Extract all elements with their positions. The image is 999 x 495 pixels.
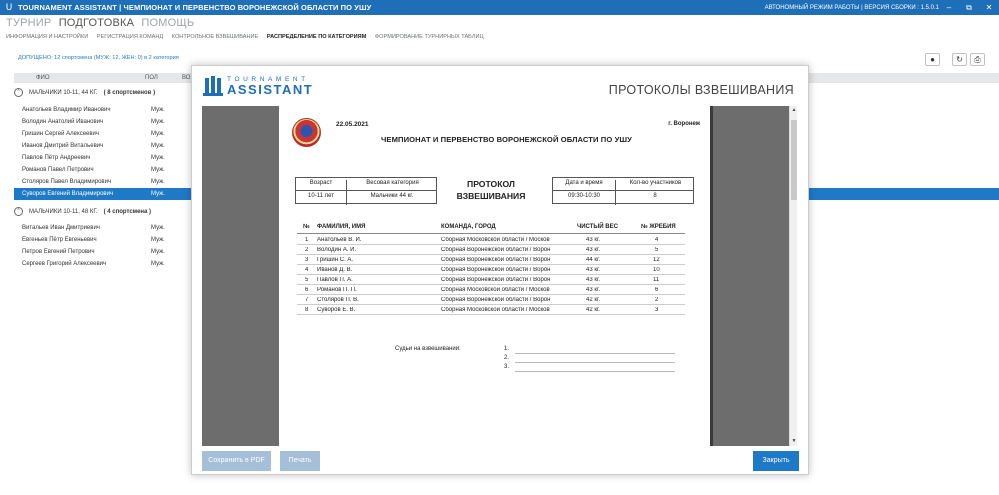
logo-text-bottom: ASSISTANT (227, 82, 314, 97)
document-preview[interactable] (202, 106, 797, 446)
group-count: ( 8 спортсменов ) (103, 89, 156, 96)
subnav-weighing[interactable]: КОНТРОЛЬНОЕ ВЗВЕШИВАНИЕ (171, 34, 259, 40)
table-row: 1 Анатольев В. И. Сборная Московской области / Москов 43 кг. 4 (297, 236, 685, 245)
table-row: 5 Павлов П. А. Сборная Воронежской области / Ворон 43 кг. 11 (297, 276, 685, 285)
app-logo-icon: ᑌ (5, 2, 13, 12)
championship-title: ЧЕМПИОНАТ И ПЕРВЕНСТВО ВОРОНЕЖСКОЙ ОБЛАСТИ ПО УШУ (381, 135, 632, 144)
maximize-icon[interactable]: ⧉ (966, 2, 972, 12)
col-weight: ВО (182, 74, 191, 81)
dialog-title: ПРОТОКОЛЫ ВЗВЕШИВАНИЯ (608, 83, 794, 97)
minimize-icon[interactable]: – (946, 3, 952, 12)
list-item[interactable]: Сергеев Григорий Алексеевич Муж. (22, 260, 165, 267)
title-bar (0, 0, 999, 15)
schedule-box: Дата и время Кол-во участников 09:30-10:30 8 (552, 177, 694, 204)
collapse-icon[interactable]: ⌃ (14, 88, 23, 97)
protocol-page: 22.05.2021 г. Воронеж ЧЕМПИОНАТ И ПЕРВЕНСТВО ВОРОНЕЖСКОЙ ОБЛАСТИ ПО УШУ Возраст Весовая категория 10-11 лет Мальчики 44 кг. ПРОТОКОЛ ВЗВЕШИВАНИЯ Дата и время Кол-во участников 09:30-10:30 8 № ФАМИЛИЯ, ИМЯ КОМАНДА, ГОРОД ЧИСТЫЙ ВЕС № ЖРЕБИЯ 1 Анатольев В. И. Сборная Московской области / Москов 43 кг. 4 2 Володин А. И. Сборная Воронежской области / Ворон 43 кг. 5 3 Гришин С. А. Сборная Воронежской области / Ворон 44 кг. 12 4 Иванов Д. В. Сборная Воронежской области / Ворон 43 кг. 10 5 Павлов П. А. Сборная Воронежской области / Ворон 43 кг. 11 6 Романов П. П. Сборная Московской области / Москов 43 кг. 6 7 Столяров П. В. Сборная Воронежской области / Ворон 42 кг. 2 8 Суворов Е. В. Сборная Московской области / Москов 42 кг. 3 Судьи на взвешивании: 1. 2. 3. (279, 106, 713, 446)
print-protocol-button[interactable]: Печать (280, 451, 320, 471)
group-title: МАЛЬЧИКИ 10-11, 48 КГ. (29, 208, 98, 215)
window-title: TOURNAMENT ASSISTANT | ЧЕМПИОНАТ И ПЕРВЕНСТВО ВОРОНЕЖСКОЙ ОБЛАСТИ ПО УШУ (18, 3, 372, 12)
list-item[interactable]: Столяров Павел Владимирович Муж. (22, 178, 165, 185)
protocol-date: 22.05.2021 (336, 121, 369, 128)
save-pdf-button[interactable]: Сохранить в PDF (202, 451, 271, 471)
table-row: 4 Иванов Д. В. Сборная Воронежской области / Ворон 43 кг. 10 (297, 266, 685, 275)
close-window-icon[interactable]: ✕ (985, 3, 993, 12)
group-header[interactable] (14, 86, 155, 99)
col-name: ФИО (36, 74, 50, 81)
gear-icon: ● (930, 55, 935, 64)
list-item[interactable]: Иванов Дмитрий Витальевич Муж. (22, 142, 165, 149)
subnav-tables[interactable]: ФОРМИРОВАНИЕ ТУРНИРНЫХ ТАБЛИЦ (374, 34, 484, 40)
col-gender: ПОЛ (145, 74, 158, 81)
table-row: 3 Гришин С. А. Сборная Воронежской области / Ворон 44 кг. 12 (297, 256, 685, 265)
logo-text-top: TOURNAMENT (227, 76, 309, 83)
list-item[interactable]: Петров Евгений Петрович Муж. (22, 248, 165, 255)
refresh-button[interactable] (952, 53, 967, 66)
list-item-selected[interactable]: Суворов Евгений Владимирович Муж. (14, 188, 999, 200)
refresh-icon: ↻ (956, 55, 963, 64)
list-item[interactable]: Витальев Иван Дмитриевич Муж. (22, 224, 165, 231)
subnav-registration[interactable]: РЕГИСТРАЦИЯ КОМАНД (96, 34, 164, 40)
list-item[interactable]: Володин Анатолий Иванович Муж. (22, 118, 165, 125)
group-count: ( 4 спортсмена ) (103, 208, 152, 215)
trophy-icon (202, 76, 224, 96)
protocol-city: г. Воронеж (668, 121, 700, 127)
build-status: АВТОНОМНЫЙ РЕЖИМ РАБОТЫ | ВЕРСИЯ СБОРКИ : 1.5.0.1 (764, 4, 939, 11)
scroll-down-icon[interactable]: ▼ (791, 438, 797, 444)
menu-tournament[interactable]: ТУРНИР (6, 17, 52, 29)
list-item[interactable]: Гришин Сергей Алексеевич Муж. (22, 130, 165, 137)
collapse-icon[interactable]: ⌃ (14, 207, 23, 216)
menu-help[interactable]: ПОМОЩЬ (141, 17, 195, 29)
subnav-distribution[interactable]: РАСПРЕДЕЛЕНИЕ ПО КАТЕГОРИЯМ (266, 34, 367, 40)
list-item[interactable]: Евгеньев Пётр Евгеньевич Муж. (22, 236, 165, 243)
group-title: МАЛЬЧИКИ 10-11, 44 КГ. (29, 89, 98, 96)
printer-icon: ⎙ (974, 55, 981, 64)
weighing-protocols-dialog (191, 65, 809, 475)
table-row: 8 Суворов Е. В. Сборная Московской области / Москов 42 кг. 3 (297, 306, 685, 315)
settings-button[interactable] (925, 53, 940, 66)
sub-navigation (6, 34, 491, 40)
list-item[interactable]: Романов Павел Петрович Муж. (22, 166, 165, 173)
table-row: 2 Володин А. И. Сборная Воронежской области / Ворон 43 кг. 5 (297, 246, 685, 255)
category-box: Возраст Весовая категория 10-11 лет Мальчики 44 кг. (295, 177, 437, 204)
table-row: 6 Романов П. П. Сборная Московской области / Москов 43 кг. 6 (297, 286, 685, 295)
menu-preparation[interactable]: ПОДГОТОВКА (58, 17, 135, 29)
preview-scrollbar[interactable] (789, 106, 797, 446)
list-item[interactable]: Павлов Пётр Андреевич Муж. (22, 154, 165, 161)
judges-label: Судьи на взвешивании: (395, 346, 461, 352)
close-dialog-button[interactable]: Закрыть (753, 451, 799, 471)
scroll-up-icon[interactable]: ▲ (791, 107, 797, 113)
group-header[interactable] (14, 205, 151, 218)
federation-emblem-icon (292, 118, 321, 147)
protocol-heading: ПРОТОКОЛ ВЗВЕШИВАНИЯ (456, 179, 526, 201)
scroll-thumb[interactable] (791, 120, 797, 200)
list-item[interactable]: Анатольев Владимир Иванович Муж. (22, 106, 165, 113)
table-row: 7 Столяров П. В. Сборная Воронежской области / Ворон 42 кг. 2 (297, 296, 685, 305)
print-button[interactable] (970, 53, 985, 66)
main-menu (6, 17, 198, 29)
subnav-info[interactable]: ИНФОРМАЦИЯ И НАСТРОЙКИ (6, 34, 89, 40)
admitted-summary: ДОПУЩЕНО: 12 спортсмена (МУЖ: 12, ЖЕН: 0) в 2 категория (18, 55, 179, 61)
tournament-assistant-logo (202, 76, 313, 96)
